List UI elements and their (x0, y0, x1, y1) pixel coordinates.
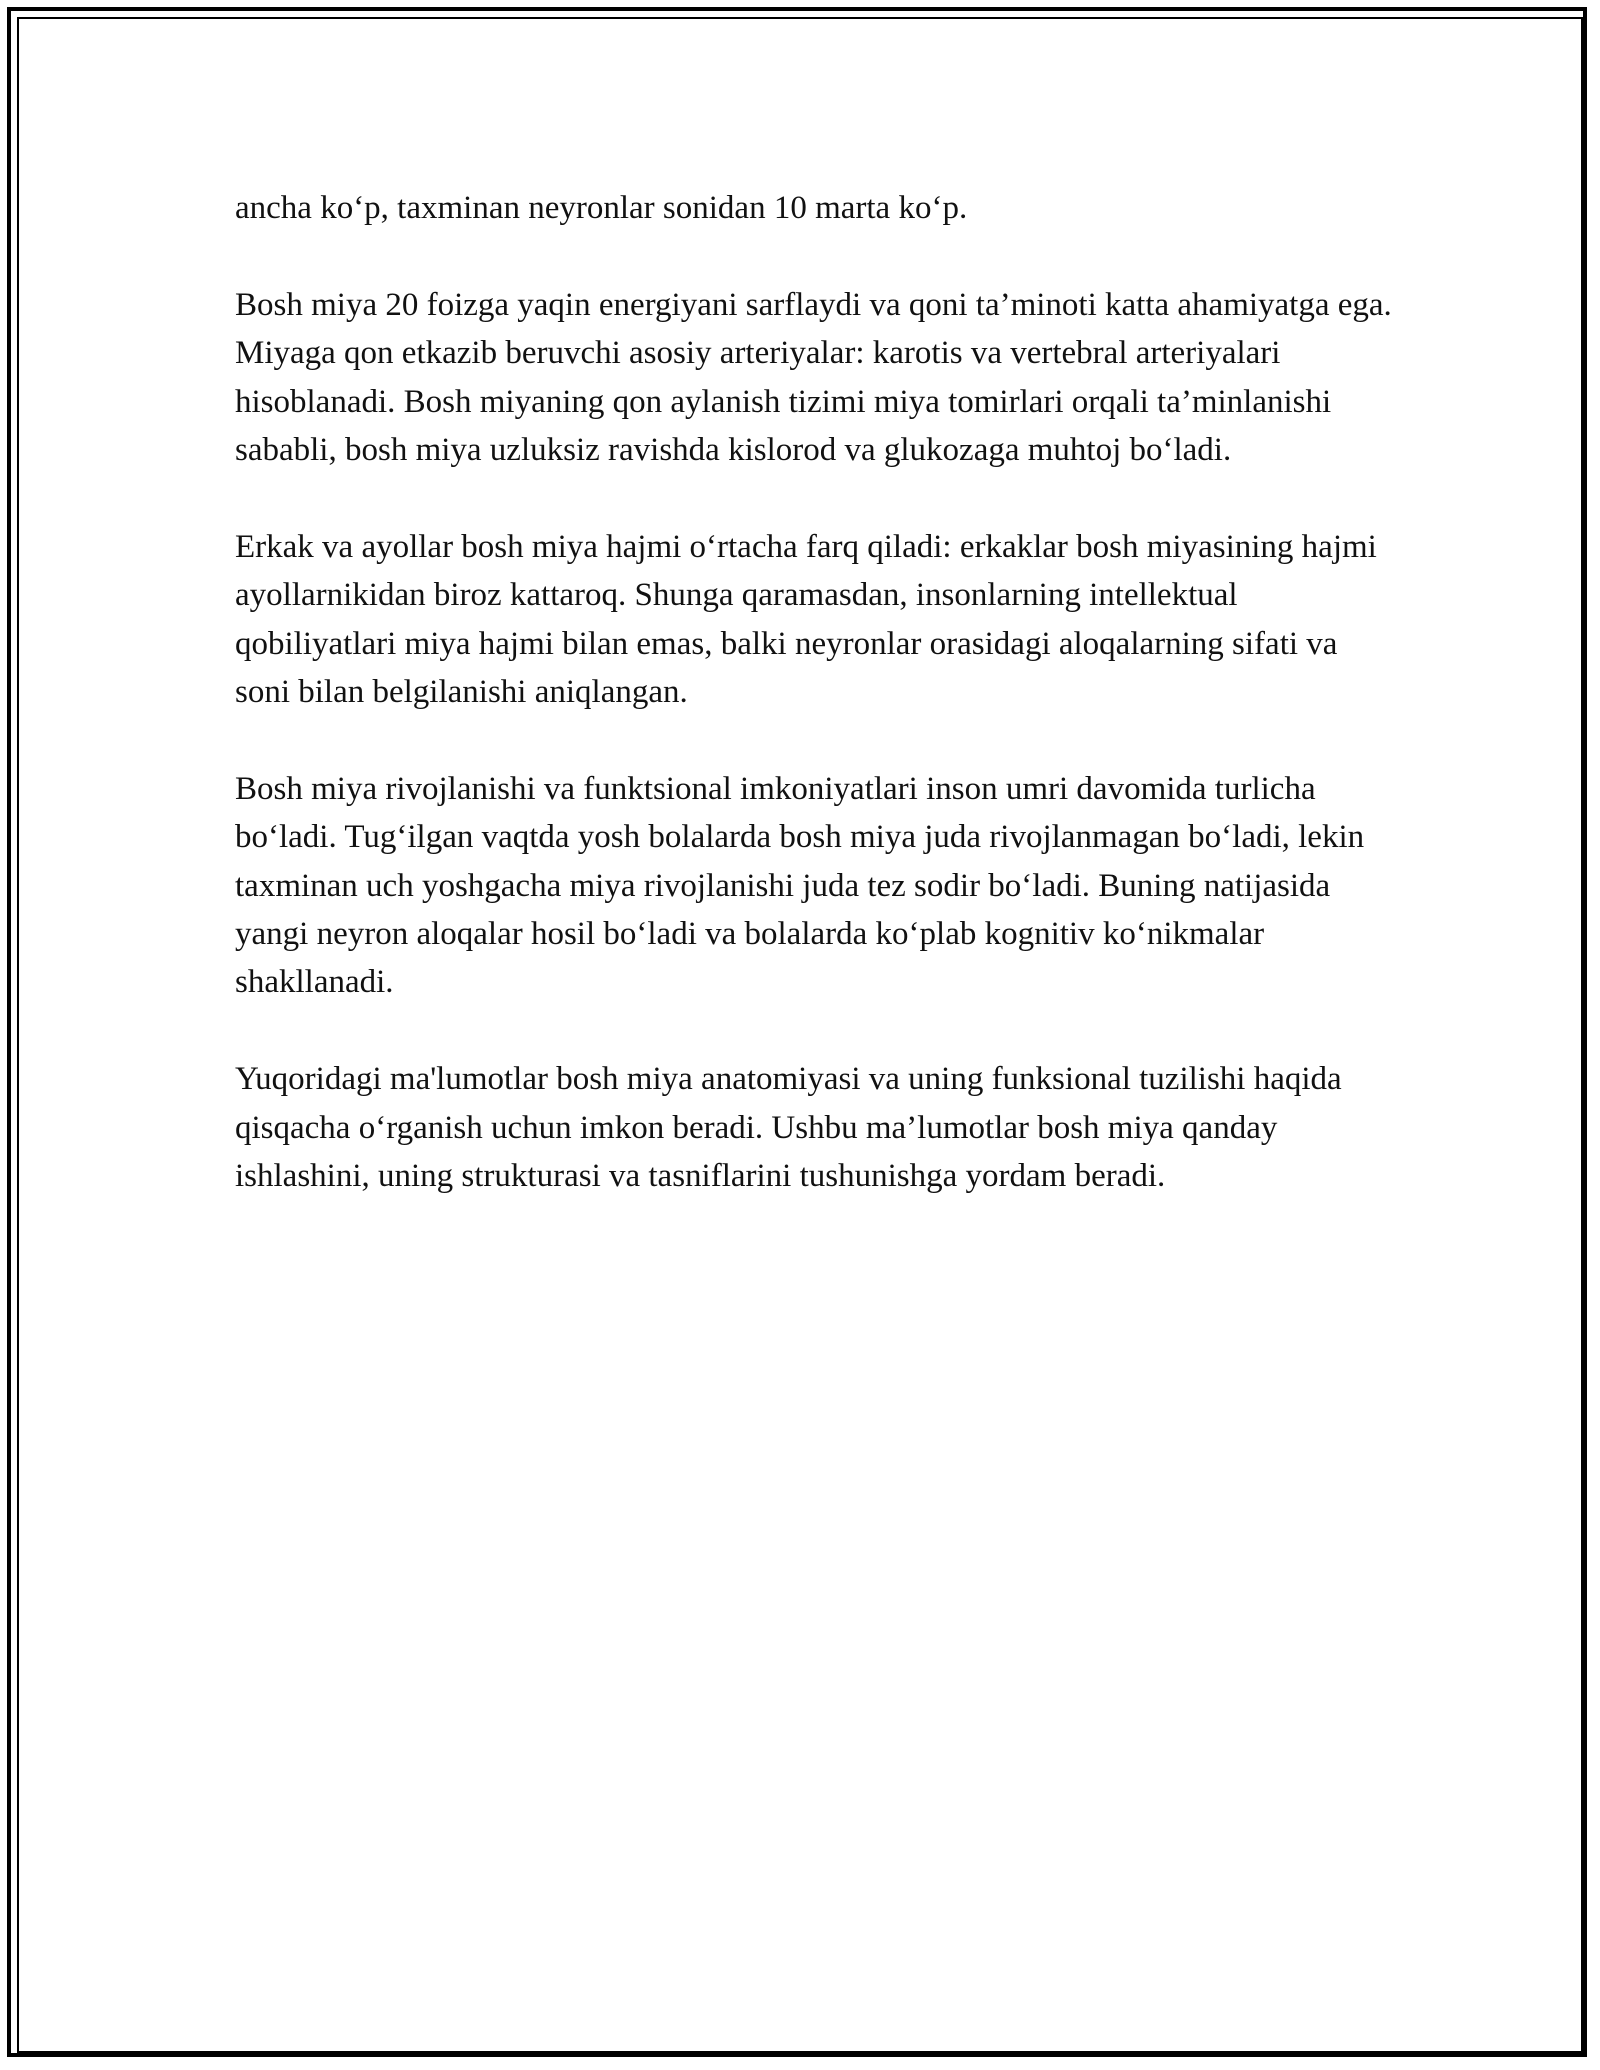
paragraph-conclusion: Yuqoridagi ma'lumotlar bosh miya anatomiyasi va uning funksional tuzilishi haqida qisqacha o‘rganish uchun imkon beradi. Ushbu ma’lumotlar bosh miya qanday ishlashini, uning strukturasi va tasniflarini tushunishga yordam beradi. (235, 1061, 1342, 1195)
document-body (235, 184, 1395, 1249)
paragraph-brain-size-differences: Erkak va ayollar bosh miya hajmi o‘rtacha farq qiladi: erkaklar bosh miyasining hajmi ayollarnikidan biroz kattaroq. Shunga qaramasdan, insonlarning intellektual qobiliyatlari miya hajmi bilan emas, balki neyronlar orasidagi aloqalarning sifati va soni bilan belgilanishi aniqlangan. (235, 528, 1377, 711)
paragraph-continuation: ancha ko‘p, taxminan neyronlar sonidan 10 marta ko‘p. (235, 190, 968, 226)
paragraph-energy-blood-supply: Bosh miya 20 foizga yaqin energiyani sarflaydi va qoni ta’minoti katta ahamiyatga ega. Miyaga qon etkazib beruvchi asosiy arteriyalar: karotis va vertebral arteriyalari hisoblanadi. Bosh miyaning qon aylanish tizimi miya tomirlari orqali ta’minlanishi sababli, bosh miya uzluksiz ravishda kislorod va glukozaga muhtoj bo‘ladi. (235, 286, 1392, 469)
paragraph-brain-development: Bosh miya rivojlanishi va funktsional imkoniyatlari inson umri davomida turlicha bo‘ladi. Tug‘ilgan vaqtda yosh bolalarda bosh miya juda rivojlanmagan bo‘ladi, lekin taxminan uch yoshgacha miya rivojlanishi juda tez sodir bo‘ladi. Buning natijasida yangi neyron aloqalar hosil bo‘ladi va bolalarda ko‘plab kognitiv ko‘nikmalar shakllanadi. (235, 770, 1365, 1001)
